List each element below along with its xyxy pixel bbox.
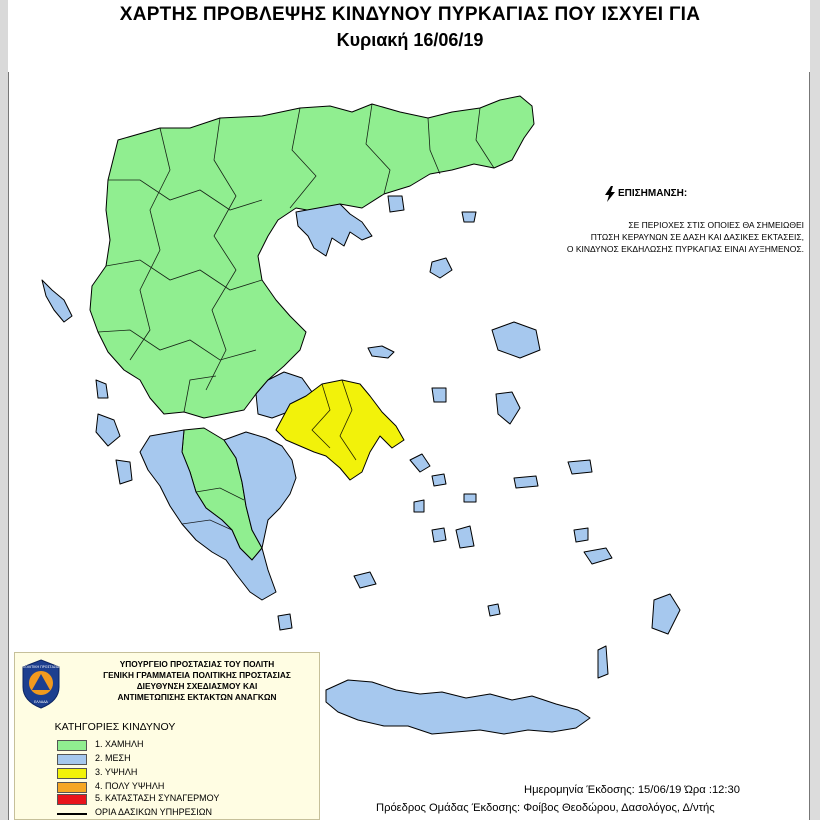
island-corfu <box>42 280 72 322</box>
island-tinos <box>432 474 446 486</box>
region-chalkidiki <box>296 204 372 256</box>
risk-category-very-high <box>57 781 317 793</box>
island-kefalonia <box>96 414 120 446</box>
island-samos <box>568 460 592 474</box>
swatch-high <box>57 768 87 779</box>
notice-heading: ΕΠΙΣΗΜΑΝΣΗ: <box>618 188 688 199</box>
notice-line-3: Ο ΚΙΝΔΥΝΟΣ ΕΚΔΗΛΩΣΗΣ ΠΥΡΚΑΓΙΑΣ ΕΙΝΑΙ ΑΥΞΗΜΕΝΟΣ. <box>566 244 804 254</box>
island-chios <box>496 392 520 424</box>
risk-category-medium <box>57 753 317 765</box>
island-skyros <box>432 388 446 402</box>
swatch-low <box>57 740 87 751</box>
ministry-line-2: ΓΕΝΙΚΗ ΓΡΑΜΜΑΤΕΙΑ ΠΟΛΙΤΙΚΗΣ ΠΡΟΣΤΑΣΙΑΣ <box>103 670 291 680</box>
ministry-line-1: ΥΠΟΥΡΓΕΙΟ ΠΡΟΣΤΑΣΙΑΣ ΤΟΥ ΠΟΛΙΤΗ <box>119 659 275 669</box>
island-paros <box>432 528 446 542</box>
island-kythira <box>278 614 292 630</box>
island-andros <box>410 454 430 472</box>
swatch-medium <box>57 754 87 765</box>
ministry-line-4: ΑΝΤΙΜΕΤΩΠΙΣΗΣ ΕΚΤΑΚΤΩΝ ΑΝΑΓΚΩΝ <box>117 692 277 702</box>
island-thassos <box>388 196 404 212</box>
island-lesvos <box>492 322 540 358</box>
island-zakynthos <box>116 460 132 484</box>
notice-line-2: ΠΤΩΣΗ ΚΕΡΑΥΝΩΝ ΣΕ ΔΑΣΗ ΚΑΙ ΔΑΣΙΚΕΣ ΕΚΤΑΣΕΙΣ, <box>590 232 804 242</box>
island-samothraki <box>462 212 476 222</box>
border-label: ΟΡΙΑ ΔΑΣΙΚΩΝ ΥΠΗΡΕΣΙΩΝ <box>95 807 212 817</box>
civil-protection-emblem-icon <box>21 659 61 709</box>
category-label-alert: 5. ΚΑΤΑΣΤΑΣΗ ΣΥΝΑΓΕΡΜΟΥ <box>95 793 220 803</box>
ministry-line-3: ΔΙΕΥΘΥΝΣΗ ΣΧΕΔΙΑΣΜΟΥ ΚΑΙ <box>136 681 258 691</box>
island-mykonos <box>464 494 476 502</box>
category-label-low: 1. ΧΑΜΗΛΗ <box>95 739 144 749</box>
category-label-medium: 2. ΜΕΣΗ <box>95 753 131 763</box>
island-sporades <box>368 346 394 358</box>
ministry-heading <box>73 659 321 703</box>
border-line-sample <box>57 813 87 815</box>
issue-date: Ημερομηνία Έκδοσης: 15/06/19 Ώρα :12:30 <box>524 784 740 796</box>
island-lefkada <box>96 380 108 398</box>
island-syros <box>414 500 424 512</box>
category-label-very-high: 4. ΠΟΛΥ ΥΨΗΛΗ <box>95 781 165 791</box>
issued-by: Πρόεδρος Ομάδας Έκδοσης: Φοίβος Θεοδώρου, Δασολόγος, Δ/ντής <box>376 802 715 814</box>
island-naxos <box>456 526 474 548</box>
risk-categories-title: ΚΑΤΗΓΟΡΙΕΣ ΚΙΝΔΥΝΟΥ <box>54 721 176 733</box>
map-title: ΧΑΡΤΗΣ ΠΡΟΒΛΕΨΗΣ ΚΙΝΔΥΝΟΥ ΠΥΡΚΑΓΙΑΣ ΠΟΥ ΙΣΧΥΕΙ ΓΙΑ <box>119 4 701 25</box>
island-crete <box>326 680 590 734</box>
island-kalymnos <box>574 528 588 542</box>
emblem-lettering: ΠΟΛΙΤΙΚΗ ΠΡΟΣΤΑΣΙΑ <box>22 665 60 669</box>
island-rhodes <box>652 594 680 634</box>
risk-category-low <box>57 739 317 751</box>
island-ikaria <box>514 476 538 488</box>
category-label-high: 3. ΥΨΗΛΗ <box>95 767 138 777</box>
island-milos <box>354 572 376 588</box>
legend-panel <box>14 652 320 820</box>
island-lemnos <box>430 258 452 278</box>
island-santorini <box>488 604 500 616</box>
emblem-lettering-bottom: ΕΛΛΑΔΑ <box>34 700 48 704</box>
lightning-icon <box>604 186 616 202</box>
island-karpathos <box>598 646 608 678</box>
swatch-very-high <box>57 782 87 793</box>
risk-category-high <box>57 767 317 779</box>
map-date: Κυριακή 16/06/19 <box>336 30 484 50</box>
risk-category-alert <box>57 793 317 805</box>
island-kos <box>584 548 612 564</box>
notice-line-1: ΣΕ ΠΕΡΙΟΧΕΣ ΣΤΙΣ ΟΠΟΙΕΣ ΘΑ ΣΗΜΕΙΩΘΕΙ <box>628 220 804 230</box>
forest-service-borders-key <box>57 807 317 819</box>
swatch-alert <box>57 794 87 805</box>
